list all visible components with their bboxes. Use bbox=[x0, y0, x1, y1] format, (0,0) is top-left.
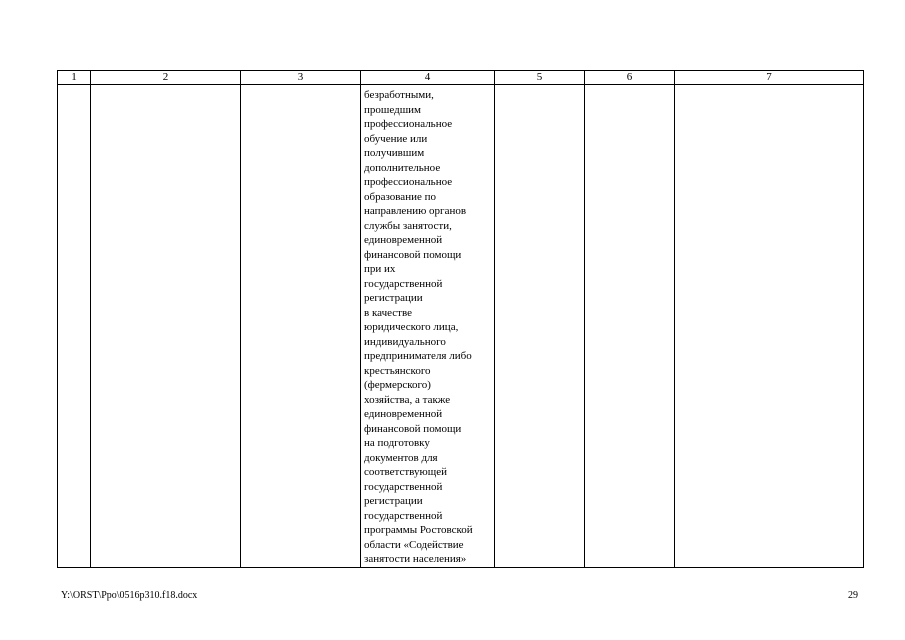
cell-text-line: области «Содействие bbox=[364, 538, 464, 551]
cell-text-line: прошедшим bbox=[364, 103, 422, 116]
cell-text-line: крестьянского bbox=[364, 364, 431, 377]
cell-text-line: получившим bbox=[364, 147, 425, 159]
cell-text-line: единовременной bbox=[364, 408, 443, 420]
column-header-2: 2 bbox=[91, 71, 241, 85]
cell-col-4 bbox=[361, 85, 495, 568]
cell-text-line: финансовой помощи bbox=[364, 422, 462, 435]
cell-col-3 bbox=[241, 85, 361, 568]
document-table bbox=[57, 70, 864, 568]
table-header-row bbox=[58, 71, 864, 85]
cell-text-line: профессиональное bbox=[364, 118, 453, 130]
cell-text-line: безработными, bbox=[364, 89, 434, 101]
column-header-1: 1 bbox=[58, 71, 91, 85]
cell-text-line: при их bbox=[364, 263, 396, 275]
column-header-5: 5 bbox=[495, 71, 585, 85]
cell-col-1 bbox=[58, 85, 91, 568]
cell-text-line: на подготовку bbox=[364, 437, 430, 449]
table-row bbox=[58, 85, 864, 568]
cell-text-line: государственной bbox=[364, 277, 443, 290]
cell-text-line: обучение или bbox=[364, 132, 428, 145]
column-header-7: 7 bbox=[675, 71, 864, 85]
cell-text-line: службы занятости, bbox=[364, 219, 452, 232]
cell-text-line: занятости населения» bbox=[364, 553, 467, 565]
cell-text-line: (фермерского) bbox=[364, 379, 431, 391]
cell-col-2 bbox=[91, 85, 241, 568]
cell-col-6 bbox=[585, 85, 675, 568]
cell-text-line: документов для bbox=[364, 451, 438, 464]
page-number: 29 bbox=[848, 590, 858, 601]
cell-text-line: государственной bbox=[364, 509, 443, 522]
column-header-3: 3 bbox=[241, 71, 361, 85]
cell-text-line: дополнительное bbox=[364, 161, 441, 174]
cell-text-line: направлению органов bbox=[364, 205, 467, 217]
cell-text-line: предпринимателя либо bbox=[364, 350, 472, 362]
column-header-4: 4 bbox=[361, 71, 495, 85]
cell-text-line: юридического лица, bbox=[364, 321, 459, 333]
cell-text-line: единовременной bbox=[364, 234, 443, 246]
footer-file-path: Y:\ORST\Ppo\0516p310.f18.docx bbox=[61, 590, 198, 601]
cell-text-line: регистрации bbox=[364, 495, 423, 507]
cell-col-7 bbox=[675, 85, 864, 568]
cell-text-line: профессиональное bbox=[364, 176, 453, 188]
cell-text-line: финансовой помощи bbox=[364, 248, 462, 261]
cell-text-line: государственной bbox=[364, 480, 443, 493]
cell-text-line: образование по bbox=[364, 190, 436, 203]
cell-col-5 bbox=[495, 85, 585, 568]
column-header-6: 6 bbox=[585, 71, 675, 85]
cell-text-line: индивидуального bbox=[364, 335, 446, 348]
cell-text-line: программы Ростовской bbox=[364, 524, 473, 536]
cell-text-line: регистрации bbox=[364, 292, 423, 304]
cell-text-line: хозяйства, а также bbox=[364, 393, 451, 406]
cell-text-line: соответствующей bbox=[364, 466, 447, 478]
cell-text-line: в качестве bbox=[364, 306, 412, 319]
